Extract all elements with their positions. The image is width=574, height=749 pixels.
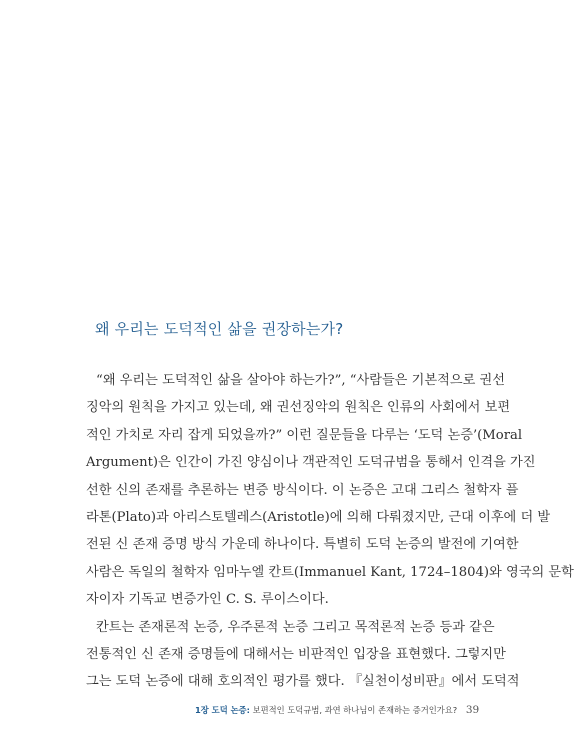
footer-title: 보편적인 도덕규범, 과연 하나님이 존재하는 증거인가요? (252, 705, 458, 715)
text-line: 전통적인 신 존재 증명들에 대해서는 비판적인 입장을 표현했다. 그렇지만 (86, 646, 506, 662)
text-line: 그는 도덕 논증에 대해 호의적인 평가를 했다. 『실천이성비판』에서 도덕적 (86, 674, 520, 690)
text-line: 칸트는 존재론적 논증, 우주론적 논증 그리고 목적론적 논증 등과 같은 (96, 619, 495, 635)
text-line: 라톤(Plato)과 아리스토텔레스(Aristotle)에 의해 다뤄졌지만, 근대 이후에 더 발 (86, 509, 551, 525)
page-number: 39 (465, 704, 480, 716)
text-line: “왜 우리는 도덕적인 삶을 살아야 하는가?”, “사람들은 기본적으로 권선 (96, 373, 505, 388)
text-line: 선한 신의 존재를 추론하는 변증 방식이다. 이 논증은 고대 그리스 철학자 플 (86, 482, 519, 498)
section-heading: 왜 우리는 도덕적인 삶을 권장하는가? (95, 320, 344, 338)
text-line: Argument)은 인간이 가진 양심이나 객관적인 도덕규범을 통해서 인격을 가진 (86, 455, 536, 471)
text-line: 적인 가치로 자리 잡게 되었을까?” 이런 질문들을 다루는 ‘도덕 논증’(Moral (86, 427, 523, 443)
text-line: 사람은 독일의 철학자 임마누엘 칸트(Immanuel Kant, 1724–1804)와 영국의 문학 (86, 564, 574, 580)
footer-chapter: 1장 도덕 논증: (195, 705, 250, 715)
text-line: 징악의 원칙을 가지고 있는데, 왜 권선징악의 원칙은 인류의 사회에서 보편 (86, 400, 511, 416)
text-line: 전된 신 존재 증명 방식 가운데 하나이다. 특별히 도덕 논증의 발전에 기여한 (86, 537, 519, 553)
text-line: 자이자 기독교 변증가인 C. S. 루이스이다. (86, 592, 329, 608)
page-footer (195, 704, 479, 716)
body-text (86, 367, 574, 696)
